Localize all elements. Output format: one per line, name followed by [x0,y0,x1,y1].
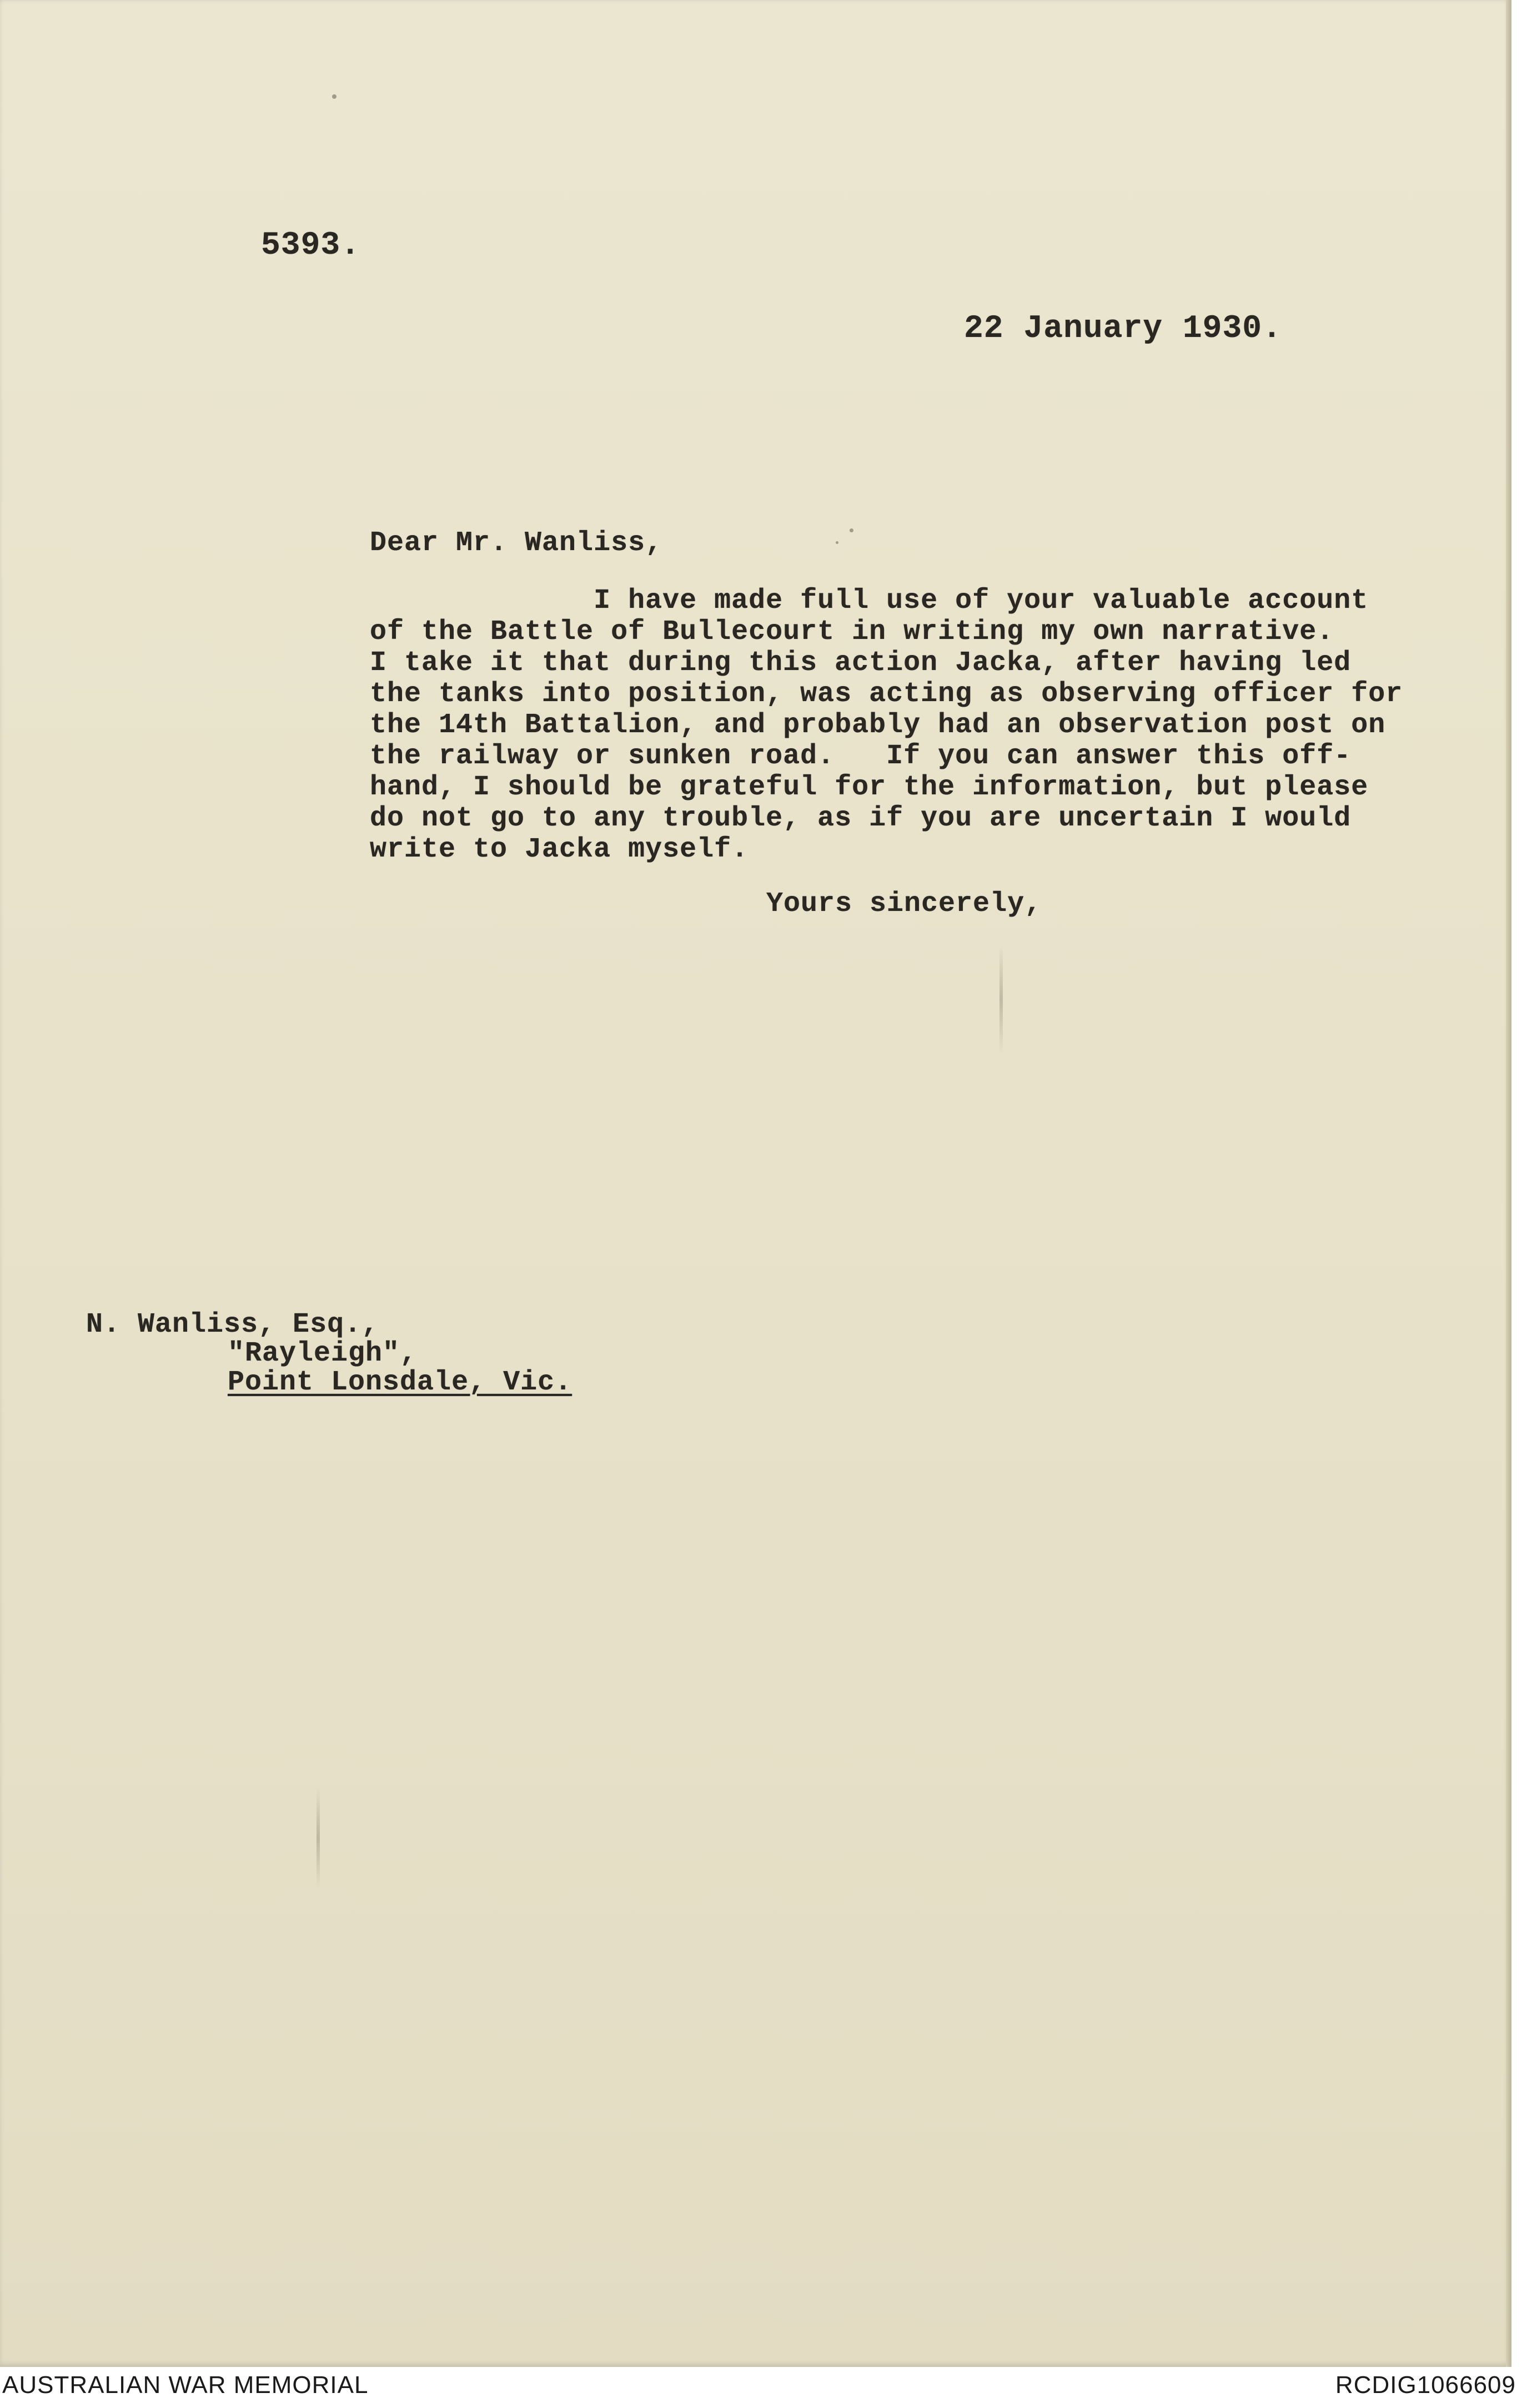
addressee-town: Point Lonsdale, Vic. [228,1367,572,1398]
salutation: Dear Mr. Wanliss, [370,527,663,559]
body-line: I have made full use of your valuable account [370,585,1369,617]
body-line: write to Jacka myself. [370,834,749,865]
body-line: the tanks into position, was acting as observing officer for [370,678,1403,710]
body-line: I take it that during this action Jacka, after having led [370,647,1352,679]
closing: Yours sincerely, [766,888,1042,920]
addressee-house: "Rayleigh", [228,1338,418,1369]
body-line: do not go to any trouble, as if you are uncertain I would [370,803,1352,834]
body-line: the 14th Battalion, and probably had an observation post on [370,709,1386,741]
paper-crease [317,1787,320,1887]
letter-date: 22 January 1930. [964,311,1282,347]
archive-credit: AUSTRALIAN WAR MEMORIAL [2,2371,369,2399]
paper-speck [836,541,838,544]
reference-number: 5393. [261,228,361,264]
body-line: the railway or sunken road. If you can answer this off- [370,740,1352,772]
body-line: hand, I should be grateful for the information, but please [370,772,1369,803]
paper-speck [850,528,853,532]
paper-crease [999,944,1003,1055]
archive-id: RCDIG1066609 [1335,2371,1516,2399]
sheet-edge [1506,0,1511,2367]
paper-speck [332,94,336,99]
body-line: of the Battle of Bullecourt in writing my own narrative. [370,616,1334,648]
addressee-name: N. Wanliss, Esq., [86,1309,379,1341]
